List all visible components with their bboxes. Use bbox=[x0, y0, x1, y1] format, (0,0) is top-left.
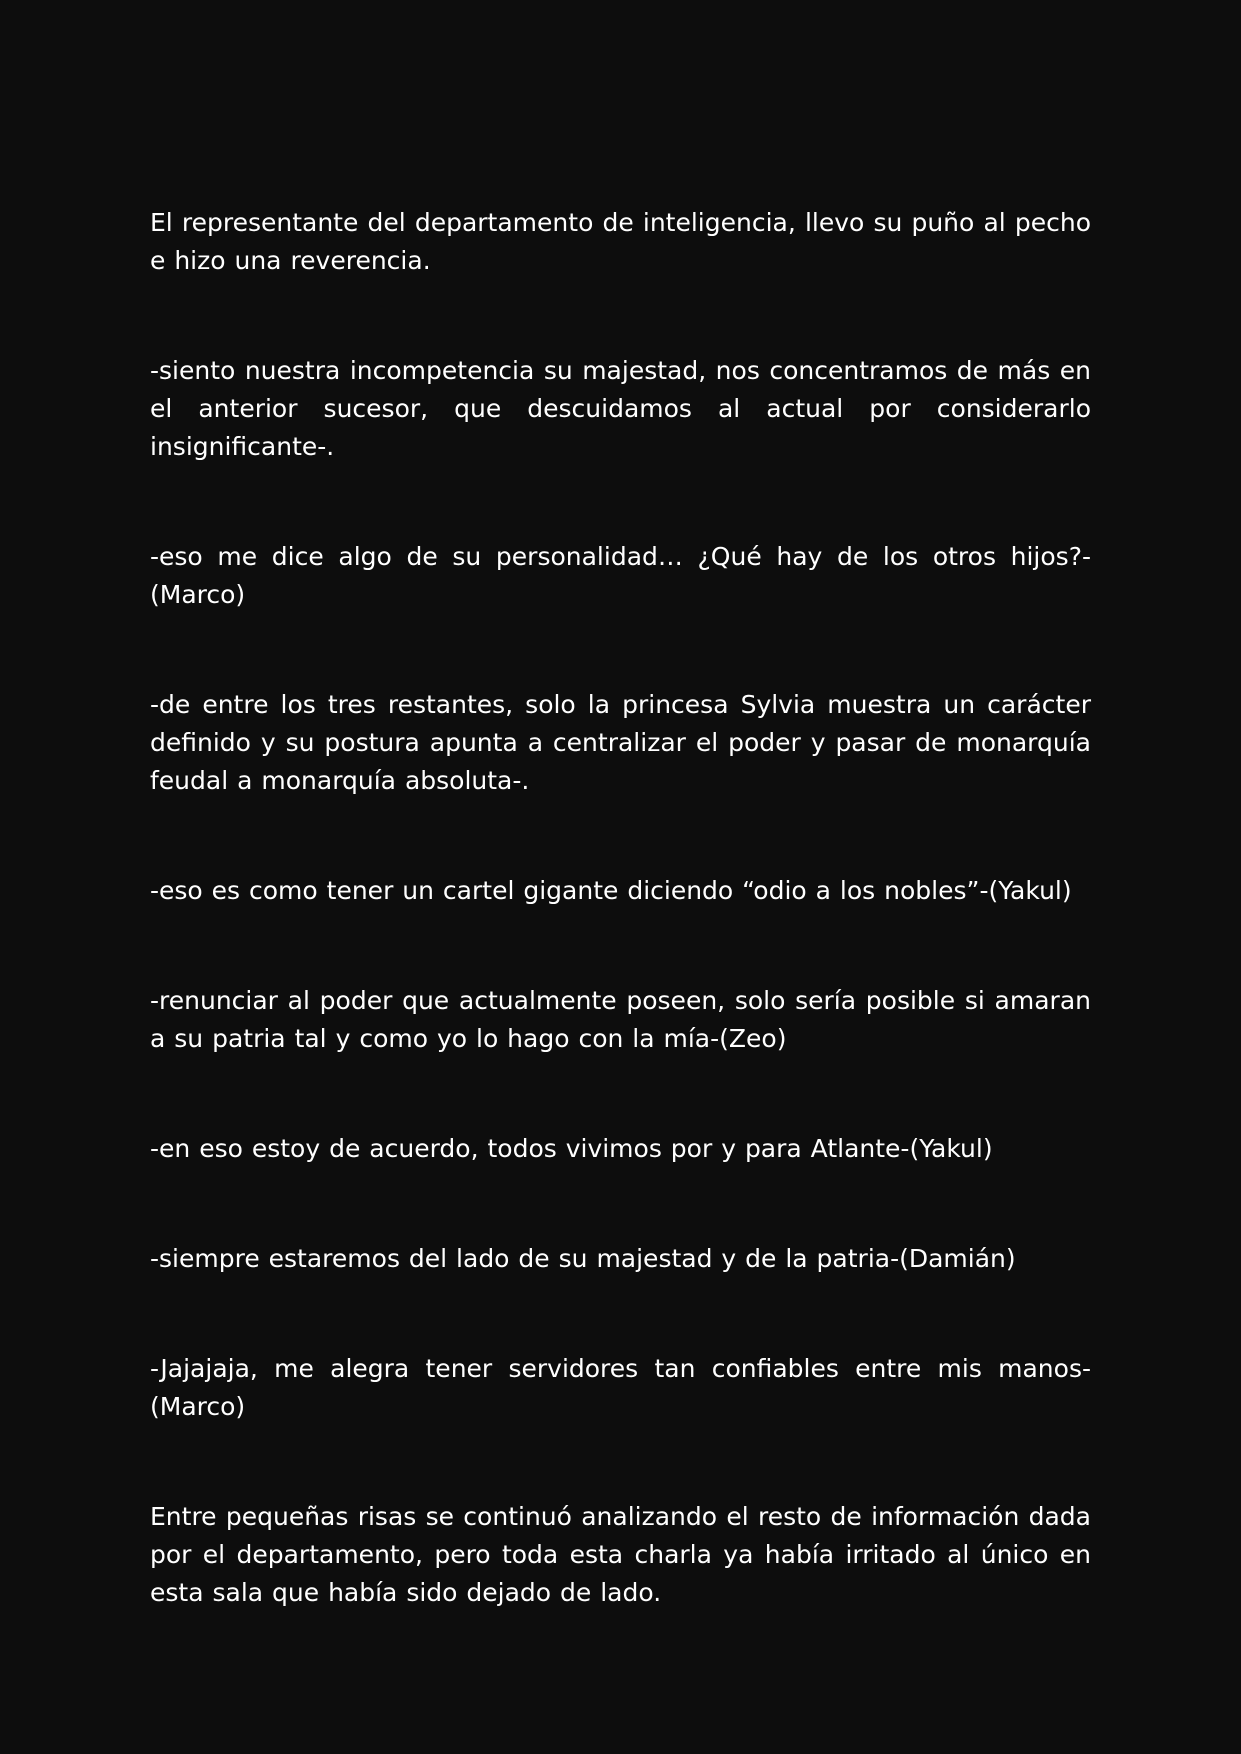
paragraph-7: -en eso estoy de acuerdo, todos vivimos por y para Atlante-(Yakul) bbox=[150, 1134, 993, 1163]
paragraph-1: El representante del departamento de inteligencia, llevo su puño al pecho e hizo una reverencia. bbox=[150, 208, 1091, 275]
paragraph-9: -Jajajaja, me alegra tener servidores tan confiables entre mis manos-(Marco) bbox=[150, 1354, 1091, 1421]
paragraph-8: -siempre estaremos del lado de su majestad y de la patria-(Damián) bbox=[150, 1244, 1016, 1273]
text-body bbox=[150, 204, 1091, 1612]
paragraph-5: -eso es como tener un cartel gigante diciendo “odio a los nobles”-(Yakul) bbox=[150, 876, 1072, 905]
paragraph-4: -de entre los tres restantes, solo la princesa Sylvia muestra un carácter definido y su postura apunta a centralizar el poder y pasar de monarquía feudal a monarquía absoluta-. bbox=[150, 690, 1091, 795]
paragraph-3: -eso me dice algo de su personalidad… ¿Qué hay de los otros hijos?-(Marco) bbox=[150, 542, 1091, 609]
paragraph-10: Entre pequeñas risas se continuó analizando el resto de información dada por el departamento, pero toda esta charla ya había irritado al único en esta sala que había sido dejado de lado. bbox=[150, 1502, 1091, 1607]
paragraph-2: -siento nuestra incompetencia su majestad, nos concentramos de más en el anterior sucesor, que descuidamos al actual por considerarlo insignificante-. bbox=[150, 356, 1091, 461]
paragraph-6: -renunciar al poder que actualmente poseen, solo sería posible si amaran a su patria tal y como yo lo hago con la mía-(Zeo) bbox=[150, 986, 1091, 1053]
